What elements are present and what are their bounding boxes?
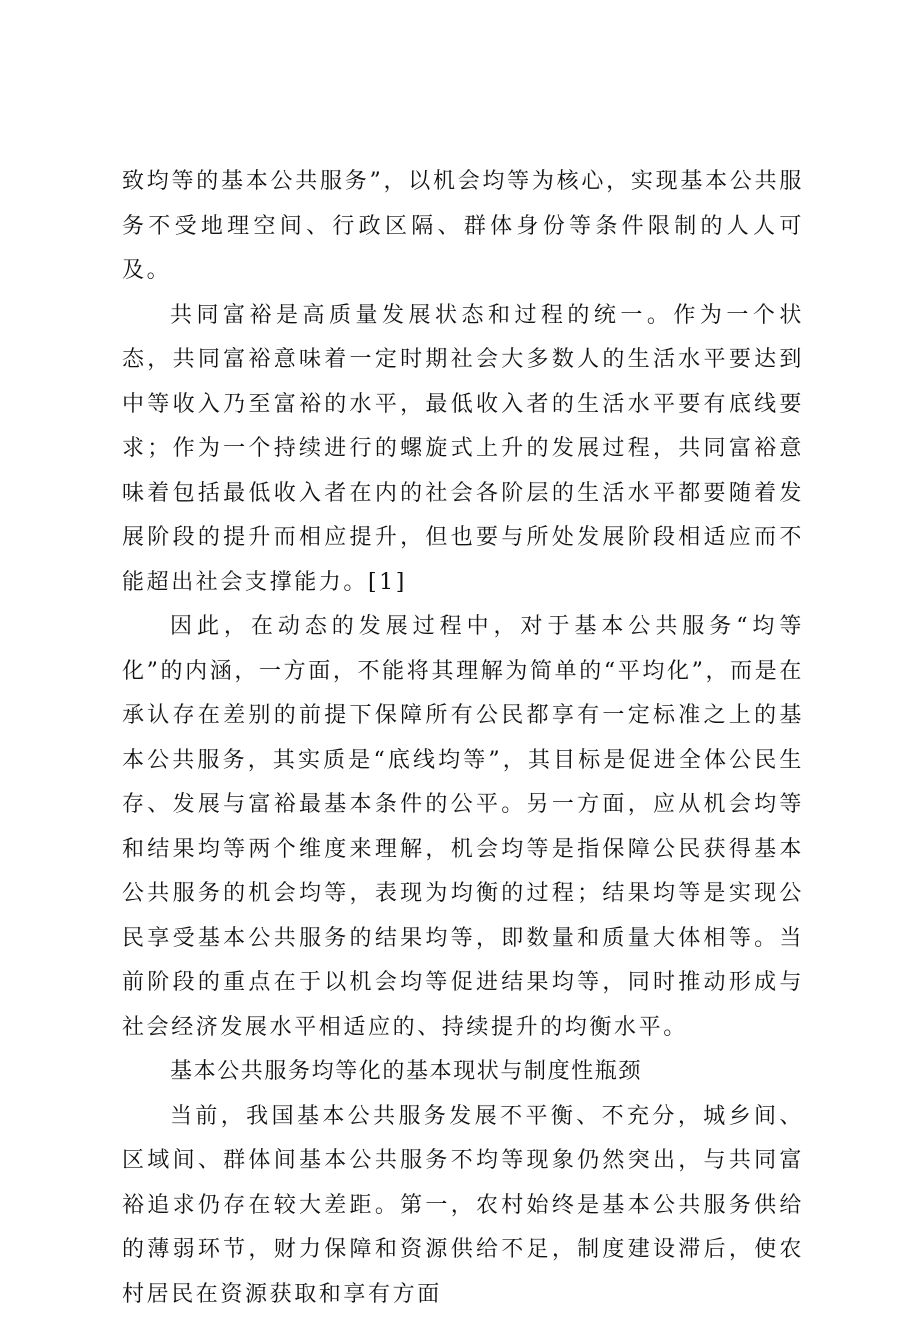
paragraph-equalization-meaning: 因此，在动态的发展过程中，对于基本公共服务“均等化”的内涵，一方面，不能将其理解为简单的“平均化”，而是在承认存在差别的前提下保障所有公民都享有一定标准之上的基本公共服务，其实质是“底线均等”，其目标是促进全体公民生存、发展与富裕最基本条件的公平。另一方面，应从机会均等和结果均等两个维度来理解，机会均等是指保障公民获得基本公共服务的机会均等，表现为均衡的过程；结果均等是实现公民享受基本公共服务的结果均等，即数量和质量大体相等。当前阶段的重点在于以机会均等促进结果均等，同时推动形成与社会经济发展水平相适应的、持续提升的均衡水平。 bbox=[122, 605, 804, 1050]
body-text bbox=[122, 160, 804, 1317]
paragraph-common-prosperity: 共同富裕是高质量发展状态和过程的统一。作为一个状态，共同富裕意味着一定时期社会大多数人的生活水平要达到中等收入乃至富裕的水平，最低收入者的生活水平要有底线要求；作为一个持续进行的螺旋式上升的发展过程，共同富裕意味着包括最低收入者在内的社会各阶层的生活水平都要随着发展阶段的提升而相应提升，但也要与所处发展阶段相适应而不能超出社会支撑能力。[1] bbox=[122, 294, 804, 606]
paragraph-current-status: 当前，我国基本公共服务发展不平衡、不充分，城乡间、区域间、群体间基本公共服务不均等现象仍然突出，与共同富裕追求仍存在较大差距。第一，农村始终是基本公共服务供给的薄弱环节，财力保障和资源供给不足，制度建设滞后，使农村居民在资源获取和享有方面 bbox=[122, 1095, 804, 1317]
section-heading: 基本公共服务均等化的基本现状与制度性瓶颈 bbox=[122, 1050, 804, 1095]
paragraph-continuation: 致均等的基本公共服务”，以机会均等为核心，实现基本公共服务不受地理空间、行政区隔、群体身份等条件限制的人人可及。 bbox=[122, 160, 804, 294]
